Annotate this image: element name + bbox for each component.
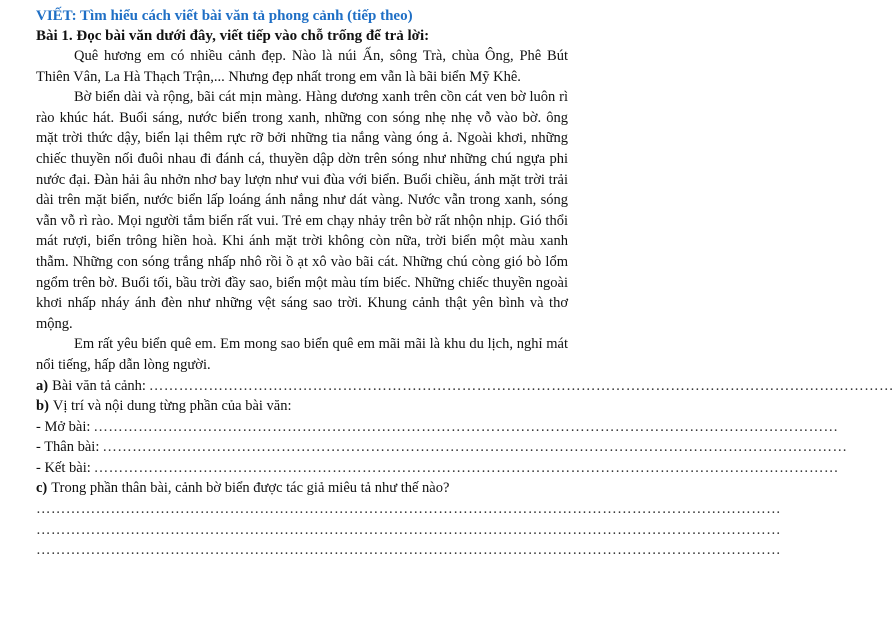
- answer-blank-c-3[interactable]: ……………………………………………………………………………………………………………………………………: [36, 542, 781, 559]
- question-a: [36, 376, 894, 397]
- conclusion-label: - Kết bài:: [36, 459, 91, 476]
- intro-label: - Mở bài:: [36, 418, 91, 435]
- question-c: [36, 478, 568, 499]
- body-label: - Thân bài:: [36, 439, 100, 456]
- question-b-text: Vị trí và nội dung từng phần của bài văn:: [52, 398, 292, 415]
- answer-blank-c-2[interactable]: ……………………………………………………………………………………………………………………………………: [36, 521, 781, 538]
- question-a-text: Bài văn tả cảnh:: [52, 377, 146, 394]
- question-c-text: Trong phần thân bài, cảnh bờ biển được tác giả miêu tả như thế nào?: [51, 480, 450, 497]
- answer-blank-conclusion[interactable]: ……………………………………………………………………………………………………………………………………: [93, 459, 839, 476]
- answer-blank-c-1[interactable]: ……………………………………………………………………………………………………………………………………: [36, 501, 781, 518]
- question-b: [36, 396, 568, 417]
- passage-paragraph-3: Em rất yêu biển quê em. Em mong sao biển quê em mãi mãi là khu du lịch, nghỉ mát nổi tiếng, hấp dẫn lòng người.: [36, 336, 568, 373]
- question-b-marker: b): [36, 398, 49, 415]
- question-b-conclusion: [36, 458, 839, 479]
- passage-paragraph-2: Bờ biển dài và rộng, bãi cát mịn màng. Hàng dương xanh trên cồn cát ven bờ luôn rì rào khúc hát. Buổi sáng, nước biển trong xanh, những con sóng nhẹ nhẹ vỗ vào bờ. ông mặt trời thức dậy, biển lại thêm rực rỡ bởi những tia nắng vàng óng ả. Ngoài khơi, những chiếc thuyền nối đuôi nhau đi đánh cá, thuyền dập dờn trên sóng như những chú ngựa phi nước đại. Đàn hải âu nhởn nhơ bay lượn như vui đùa với biển. Buổi chiều, ánh mặt trời trải dài trên mặt biển, nước biển lấp loáng ánh nắng như dát vàng. Nước vẫn trong xanh, sóng vẫn vỗ rì rào. Mọi người tắm biển rất vui. Trẻ em chạy nhảy trên bờ rất nhộn nhịp. Gió thổi mát rượi, biển trông hiền hoà. Khi ánh mặt trời không còn nữa, trời biển một màu xanh thẫm. Những con sóng trắng nhấp nhô rồi ồ ạt xô vào bãi cát. Những chú còng gió bò lổm ngổm trên bờ. Buổi tối, bầu trời đầy sao, biển một màu tím biếc. Những chiếc thuyền ngoài khơi nhấp nháy ánh đèn như những vệt sáng sao trời. Khung cảnh thật yên bình và thơ mộng.: [36, 89, 568, 332]
- section-title: VIẾT: Tìm hiểu cách viết bài văn tả phong cảnh (tiếp theo): [36, 8, 413, 24]
- question-b-intro: [36, 417, 839, 438]
- exercise-heading: Bài 1. Đọc bài văn dưới đây, viết tiếp vào chỗ trống để trả lời:: [36, 28, 430, 44]
- question-a-marker: a): [36, 377, 49, 394]
- answer-blank-a[interactable]: ……………………………………………………………………………………………………………………………………: [148, 377, 894, 394]
- answer-blank-intro[interactable]: ……………………………………………………………………………………………………………………………………: [93, 418, 839, 435]
- question-b-body: [36, 437, 848, 458]
- question-c-marker: c): [36, 480, 48, 497]
- answer-blank-body[interactable]: ……………………………………………………………………………………………………………………………………: [102, 439, 848, 456]
- passage-paragraph-1: Quê hương em có nhiều cảnh đẹp. Nào là núi Ấn, sông Trà, chùa Ông, Phê Bút Thiên Vân, La Hà Thạch Trận,... Nhưng đẹp nhất trong em vẫn là bãi biển Mỹ Khê.: [36, 48, 568, 85]
